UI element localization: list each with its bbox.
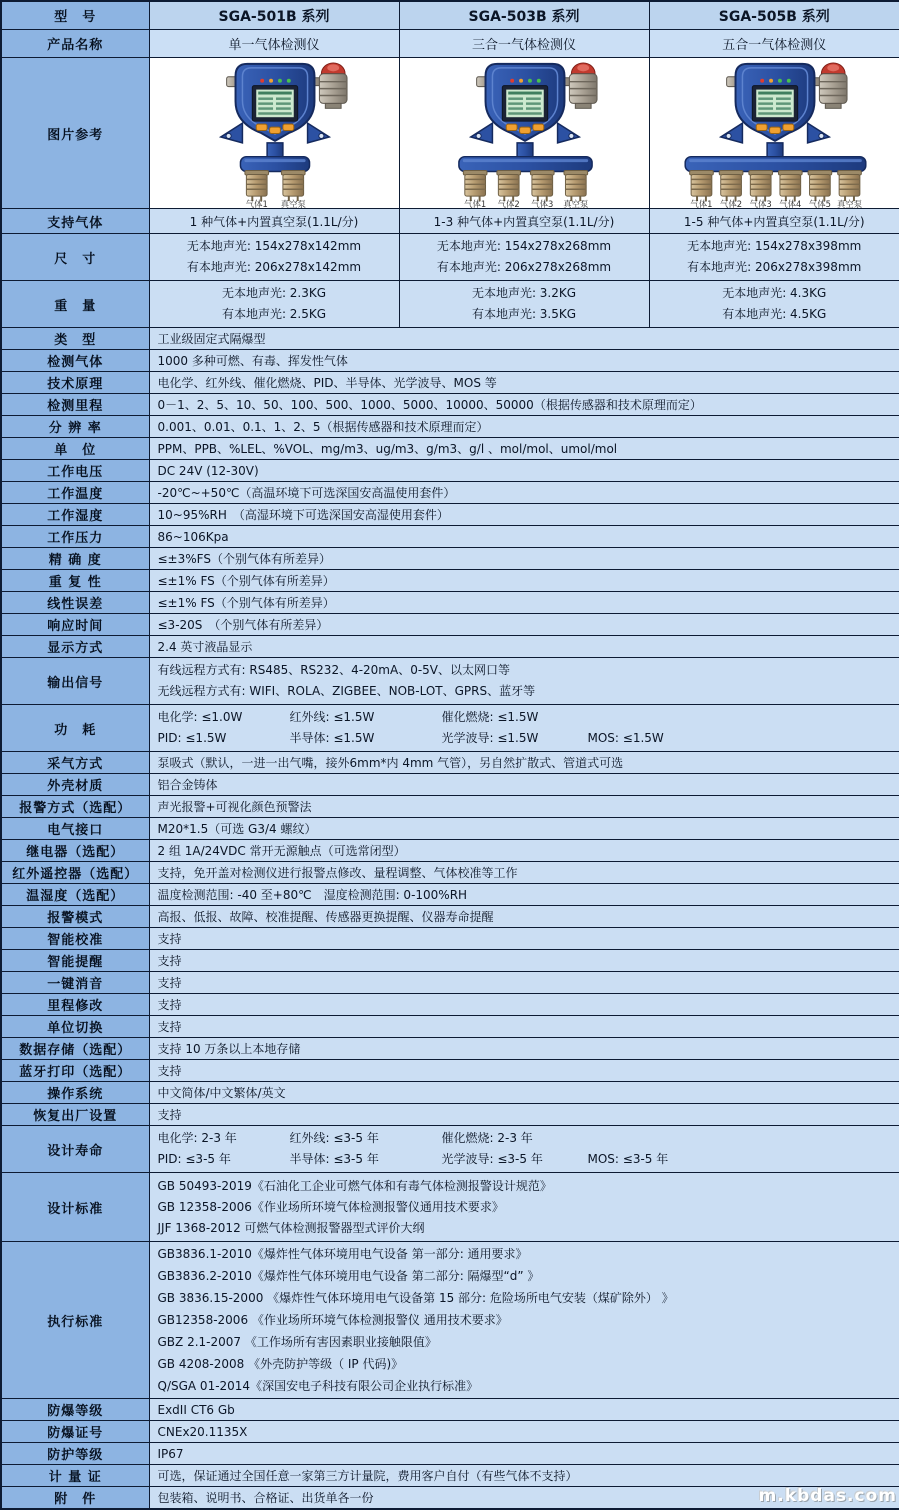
row-label-display: 显示方式 bbox=[1, 636, 149, 658]
row-label-output-signal: 输出信号 bbox=[1, 658, 149, 705]
value-segment: PID: ≤1.5W bbox=[158, 728, 290, 749]
device-image-sga-503b bbox=[399, 58, 649, 209]
value-line: Q/SGA 01-2014《深国安电子科技有限公司企业执行标准》 bbox=[158, 1375, 894, 1397]
row-label-design-standard: 设计标准 bbox=[1, 1173, 149, 1242]
row-value-principle: 电化学、红外线、催化燃烧、PID、半导体、光学波导、MOS 等 bbox=[149, 372, 899, 394]
value-segment: 光学波导: ≤1.5W bbox=[442, 728, 588, 749]
watermark: m.kbdas.com bbox=[759, 1486, 897, 1506]
value-line: GB 50493-2019《石油化工企业可燃气体和有毒气体检测报警设计规范》 bbox=[158, 1176, 894, 1197]
value-line: GB12358-2006 《作业场所环境气体检测报警仪 通用技术要求》 bbox=[158, 1309, 894, 1331]
row-value-design-standard bbox=[149, 1173, 899, 1242]
row-value-accessories: 包装箱、说明书、合格证、出货单各一份 bbox=[149, 1487, 899, 1510]
row-value-ir-remote: 支持，免开盖对检测仪进行报警点修改、量程调整、气体校准等工作 bbox=[149, 862, 899, 884]
row-value-electrical-port: M20*1.5（可选 G3/4 螺纹） bbox=[149, 818, 899, 840]
row-value-factory-reset: 支持 bbox=[149, 1104, 899, 1126]
value-line: 无本地声光: 3.2KG bbox=[404, 283, 645, 304]
row-label-size: 尺 寸 bbox=[1, 234, 149, 281]
row-value-unit: PPM、PPB、%LEL、%VOL、mg/m3、ug/m3、g/m3、g/l 、mol/mol、umol/mol bbox=[149, 438, 899, 460]
sensor-cylinder bbox=[530, 171, 554, 202]
row-value-size-0 bbox=[149, 234, 399, 281]
row-value-smart-reminder: 支持 bbox=[149, 950, 899, 972]
value-line: GB3836.1-2010《爆炸性气体环境用电气设备 第一部分: 通用要求》 bbox=[158, 1243, 894, 1265]
row-value-metrology-cert: 可选，保证通过全国任意一家第三方计量院，费用客户自付（有些气体不支持） bbox=[149, 1465, 899, 1487]
spec-row-sampling bbox=[1, 752, 899, 774]
spec-row-temperature bbox=[1, 482, 899, 504]
row-label-detect-gas: 检测气体 bbox=[1, 350, 149, 372]
spec-row-voltage bbox=[1, 460, 899, 482]
spec-row-range bbox=[1, 394, 899, 416]
product-name-row bbox=[1, 30, 899, 58]
value-line: 有本地声光: 206x278x142mm bbox=[154, 257, 395, 278]
cylinder-label: 真空泵 bbox=[563, 199, 589, 208]
row-label-bt-print: 蓝牙打印（选配） bbox=[1, 1060, 149, 1082]
model-sga-505b: SGA-505B 系列 bbox=[649, 1, 899, 30]
gas-detector-illustration bbox=[150, 58, 400, 208]
row-value-alarm-mode: 高报、低报、故障、校准提醒、传感器更换提醒、仪器寿命提醒 bbox=[149, 906, 899, 928]
row-value-size-2 bbox=[649, 234, 899, 281]
spec-row-output-signal bbox=[1, 658, 899, 705]
row-value-gases-2: 1-5 种气体+内置真空泵(1.1L/分) bbox=[649, 209, 899, 234]
row-value-accuracy: ≤±3%FS（个别气体有所差异） bbox=[149, 548, 899, 570]
row-label-type: 类 型 bbox=[1, 328, 149, 350]
cylinder-label: 气体4 bbox=[779, 199, 801, 208]
cylinder-label: 真空泵 bbox=[280, 199, 306, 208]
gas-detector-illustration bbox=[400, 58, 650, 208]
row-label-electrical-port: 电气接口 bbox=[1, 818, 149, 840]
value-segment: 光学波导: ≤3-5 年 bbox=[442, 1149, 588, 1170]
row-label-metrology-cert: 计 量 证 bbox=[1, 1465, 149, 1487]
sensor-cylinder bbox=[689, 171, 713, 202]
spec-row-factory-reset bbox=[1, 1104, 899, 1126]
row-value-voltage: DC 24V (12-30V) bbox=[149, 460, 899, 482]
spec-row-response-time bbox=[1, 614, 899, 636]
row-value-explosion-proof-grade: ExdII CT6 Gb bbox=[149, 1399, 899, 1421]
value-line: 有本地声光: 2.5KG bbox=[154, 304, 395, 325]
row-value-ip-grade: IP67 bbox=[149, 1443, 899, 1465]
product-name-2: 三合一气体检测仪 bbox=[399, 30, 649, 58]
manifold bbox=[240, 157, 309, 172]
row-label-voltage: 工作电压 bbox=[1, 460, 149, 482]
cylinder-label: 气体2 bbox=[720, 199, 742, 208]
cylinder-label: 气体1 bbox=[464, 199, 486, 208]
row-label-resolution: 分 辨 率 bbox=[1, 416, 149, 438]
image-row bbox=[1, 58, 899, 209]
row-value-range-modify: 支持 bbox=[149, 994, 899, 1016]
cylinder-label: 气体1 bbox=[690, 199, 712, 208]
device-image-sga-505b bbox=[649, 58, 899, 209]
row-label-smart-calibration: 智能校准 bbox=[1, 928, 149, 950]
model-row bbox=[1, 1, 899, 30]
row-label-principle: 技术原理 bbox=[1, 372, 149, 394]
value-segment: 催化燃烧: 2-3 年 bbox=[442, 1128, 588, 1149]
sensor-cylinder bbox=[563, 171, 587, 202]
spec-row-repeatability bbox=[1, 570, 899, 592]
value-line: 无线远程方式有: WIFI、ROLA、ZIGBEE、NOB-LOT、GPRS、蓝牙等 bbox=[158, 681, 894, 702]
row-label-repeatability: 重 复 性 bbox=[1, 570, 149, 592]
row-value-linearity: ≤±1% FS（个别气体有所差异） bbox=[149, 592, 899, 614]
spec-row-accuracy bbox=[1, 548, 899, 570]
row-label-gases: 支持气体 bbox=[1, 209, 149, 234]
value-segment: PID: ≤3-5 年 bbox=[158, 1149, 290, 1170]
sensor-cylinder bbox=[748, 171, 772, 202]
row-value-resolution: 0.001、0.01、0.1、1、2、5（根据传感器和技术原理而定） bbox=[149, 416, 899, 438]
row-value-type: 工业级固定式隔爆型 bbox=[149, 328, 899, 350]
row-value-explosion-proof-cert: CNEx20.1135X bbox=[149, 1421, 899, 1443]
row-value-weight-2 bbox=[649, 281, 899, 328]
value-line: GB 12358-2006《作业场所环境气体检测报警仪通用技术要求》 bbox=[158, 1197, 894, 1218]
row-value-display: 2.4 英寸液晶显示 bbox=[149, 636, 899, 658]
row-value-size-1 bbox=[399, 234, 649, 281]
row-label-accuracy: 精 确 度 bbox=[1, 548, 149, 570]
row-value-sampling: 泵吸式（默认，一进一出气嘴，接外6mm*内 4mm 气管），另自然扩散式、管道式可选 bbox=[149, 752, 899, 774]
manifold bbox=[685, 157, 866, 172]
value-line: 无本地声光: 154x278x268mm bbox=[404, 236, 645, 257]
spec-row-exec-standard bbox=[1, 1242, 899, 1399]
spec-row-linearity bbox=[1, 592, 899, 614]
lcd-screen bbox=[752, 86, 797, 122]
row-label-alarm-method: 报警方式（选配） bbox=[1, 796, 149, 818]
spec-row-design-life bbox=[1, 1126, 899, 1173]
alarm-beacon bbox=[319, 63, 347, 108]
row-value-repeatability: ≤±1% FS（个别气体有所差异） bbox=[149, 570, 899, 592]
value-line: GB3836.2-2010《爆炸性气体环境用电气设备 第二部分: 隔爆型“d” 》 bbox=[158, 1265, 894, 1287]
image-row-label: 图片参考 bbox=[1, 58, 149, 209]
spec-row-smart-calibration bbox=[1, 928, 899, 950]
sensor-cylinder bbox=[778, 171, 802, 202]
value-line: 有本地声光: 4.5KG bbox=[654, 304, 896, 325]
row-value-temp-humidity-opt: 温度检测范围: -40 至+80℃ 湿度检测范围: 0-100%RH bbox=[149, 884, 899, 906]
spec-row-temp-humidity-opt bbox=[1, 884, 899, 906]
sensor-cylinder bbox=[837, 171, 861, 202]
row-label-temp-humidity-opt: 温湿度（选配） bbox=[1, 884, 149, 906]
row-label-range: 检测里程 bbox=[1, 394, 149, 416]
spec-row-pressure bbox=[1, 526, 899, 548]
spec-row-alarm-mode bbox=[1, 906, 899, 928]
row-value-os: 中文简体/中文繁体/英文 bbox=[149, 1082, 899, 1104]
row-label-design-life: 设计寿命 bbox=[1, 1126, 149, 1173]
row-label-alarm-mode: 报警模式 bbox=[1, 906, 149, 928]
product-row-label: 产品名称 bbox=[1, 30, 149, 58]
row-label-range-modify: 里程修改 bbox=[1, 994, 149, 1016]
cylinder-label: 真空泵 bbox=[836, 199, 862, 208]
value-segment: 电化学: ≤1.0W bbox=[158, 707, 290, 728]
value-line: 无本地声光: 2.3KG bbox=[154, 283, 395, 304]
value-line: 有本地声光: 206x278x398mm bbox=[654, 257, 896, 278]
value-segment: 半导体: ≤1.5W bbox=[290, 728, 442, 749]
value-segment: MOS: ≤1.5W bbox=[588, 728, 894, 749]
row-value-design-life bbox=[149, 1126, 899, 1173]
spec-row-relay bbox=[1, 840, 899, 862]
spec-row-weight bbox=[1, 281, 899, 328]
row-value-housing: 铝合金铸体 bbox=[149, 774, 899, 796]
row-label-relay: 继电器（选配） bbox=[1, 840, 149, 862]
value-line: 有本地声光: 3.5KG bbox=[404, 304, 645, 325]
row-label-ir-remote: 红外遥控器（选配） bbox=[1, 862, 149, 884]
cylinder-label: 气体3 bbox=[749, 199, 771, 208]
model-sga-503b: SGA-503B 系列 bbox=[399, 1, 649, 30]
row-value-weight-0 bbox=[149, 281, 399, 328]
value-grid-line bbox=[158, 728, 894, 749]
spec-row-data-storage bbox=[1, 1038, 899, 1060]
row-value-response-time: ≤3-20S （个别气体有所差异） bbox=[149, 614, 899, 636]
spec-row-display bbox=[1, 636, 899, 658]
gas-detector-illustration bbox=[650, 58, 899, 208]
spec-row-metrology-cert bbox=[1, 1465, 899, 1487]
value-line: GB 4208-2008 《外壳防护等级（ IP 代码)》 bbox=[158, 1353, 894, 1375]
row-value-relay: 2 组 1A/24VDC 常开无源触点（可选常闭型） bbox=[149, 840, 899, 862]
value-segment: 半导体: ≤3-5 年 bbox=[290, 1149, 442, 1170]
row-label-explosion-proof-grade: 防爆等级 bbox=[1, 1399, 149, 1421]
row-value-output-signal bbox=[149, 658, 899, 705]
value-segment: 红外线: ≤3-5 年 bbox=[290, 1128, 442, 1149]
manifold bbox=[458, 157, 591, 172]
row-value-weight-1 bbox=[399, 281, 649, 328]
cylinder-label: 气体1 bbox=[245, 199, 267, 208]
spec-row-unit bbox=[1, 438, 899, 460]
cylinder-label: 气体2 bbox=[497, 199, 519, 208]
row-value-humidity: 10~95%RH （高湿环境下可选深国安高湿使用套件） bbox=[149, 504, 899, 526]
spec-row-smart-reminder bbox=[1, 950, 899, 972]
value-grid-line bbox=[158, 1128, 894, 1149]
row-label-data-storage: 数据存储（选配） bbox=[1, 1038, 149, 1060]
row-label-exec-standard: 执行标准 bbox=[1, 1242, 149, 1399]
row-value-gases-0: 1 种气体+内置真空泵(1.1L/分) bbox=[149, 209, 399, 234]
cylinder-label: 气体5 bbox=[808, 199, 830, 208]
spec-row-os bbox=[1, 1082, 899, 1104]
row-value-one-key-mute: 支持 bbox=[149, 972, 899, 994]
value-line: GB 3836.15-2000 《爆炸性气体环境用电气设备第 15 部分: 危险场所电气安装（煤矿除外） 》 bbox=[158, 1287, 894, 1309]
value-line: GBZ 2.1-2007 《工作场所有害因素职业接触限值》 bbox=[158, 1331, 894, 1353]
row-label-temperature: 工作温度 bbox=[1, 482, 149, 504]
row-label-humidity: 工作湿度 bbox=[1, 504, 149, 526]
value-line: 无本地声光: 4.3KG bbox=[654, 283, 896, 304]
spec-row-humidity bbox=[1, 504, 899, 526]
sensor-cylinder bbox=[719, 171, 743, 202]
row-value-detect-gas: 1000 多种可燃、有毒、挥发性气体 bbox=[149, 350, 899, 372]
sensor-cylinder bbox=[244, 171, 268, 202]
sensor-cylinder bbox=[808, 171, 832, 202]
spec-row-detect-gas bbox=[1, 350, 899, 372]
row-label-factory-reset: 恢复出厂设置 bbox=[1, 1104, 149, 1126]
product-name-3: 五合一气体检测仪 bbox=[649, 30, 899, 58]
row-label-os: 操作系统 bbox=[1, 1082, 149, 1104]
value-line: 有线远程方式有: RS485、RS232、4-20mA、0-5V、以太网口等 bbox=[158, 660, 894, 681]
row-value-pressure: 86~106Kpa bbox=[149, 526, 899, 548]
row-value-bt-print: 支持 bbox=[149, 1060, 899, 1082]
value-grid-line bbox=[158, 707, 894, 728]
alarm-beacon bbox=[819, 63, 847, 108]
row-value-range: 0－1、2、5、10、50、100、500、1000、5000、10000、50000（根据传感器和技术原理而定） bbox=[149, 394, 899, 416]
value-line: 无本地声光: 154x278x398mm bbox=[654, 236, 896, 257]
alarm-beacon bbox=[569, 63, 597, 108]
row-label-housing: 外壳材质 bbox=[1, 774, 149, 796]
row-value-power-consumption bbox=[149, 705, 899, 752]
spec-row-alarm-method bbox=[1, 796, 899, 818]
value-segment: 催化燃烧: ≤1.5W bbox=[442, 707, 588, 728]
row-label-explosion-proof-cert: 防爆证号 bbox=[1, 1421, 149, 1443]
lcd-screen bbox=[252, 86, 297, 122]
value-grid-line bbox=[158, 1149, 894, 1170]
value-segment: 红外线: ≤1.5W bbox=[290, 707, 442, 728]
value-segment bbox=[588, 707, 894, 728]
cylinder-label: 气体3 bbox=[531, 199, 553, 208]
model-sga-501b: SGA-501B 系列 bbox=[149, 1, 399, 30]
row-label-response-time: 响应时间 bbox=[1, 614, 149, 636]
spec-row-design-standard bbox=[1, 1173, 899, 1242]
sensor-cylinder bbox=[496, 171, 520, 202]
spec-row-bt-print bbox=[1, 1060, 899, 1082]
row-label-unit-switch: 单位切换 bbox=[1, 1016, 149, 1038]
row-value-data-storage: 支持 10 万条以上本地存储 bbox=[149, 1038, 899, 1060]
row-label-linearity: 线性误差 bbox=[1, 592, 149, 614]
value-line: JJF 1368-2012 可燃气体检测报警器型式评价大纲 bbox=[158, 1218, 894, 1239]
spec-row-electrical-port bbox=[1, 818, 899, 840]
row-value-temperature: -20℃~+50℃（高温环境下可选深国安高温使用套件） bbox=[149, 482, 899, 504]
product-name-1: 单一气体检测仪 bbox=[149, 30, 399, 58]
spec-row-principle bbox=[1, 372, 899, 394]
value-line: 有本地声光: 206x278x268mm bbox=[404, 257, 645, 278]
spec-row-type bbox=[1, 328, 899, 350]
spec-row-one-key-mute bbox=[1, 972, 899, 994]
row-label-smart-reminder: 智能提醒 bbox=[1, 950, 149, 972]
row-label-unit: 单 位 bbox=[1, 438, 149, 460]
row-label-pressure: 工作压力 bbox=[1, 526, 149, 548]
device-image-sga-501b bbox=[149, 58, 399, 209]
row-label-one-key-mute: 一键消音 bbox=[1, 972, 149, 994]
row-value-smart-calibration: 支持 bbox=[149, 928, 899, 950]
row-value-exec-standard bbox=[149, 1242, 899, 1399]
value-segment bbox=[588, 1128, 894, 1149]
spec-row-range-modify bbox=[1, 994, 899, 1016]
row-value-unit-switch: 支持 bbox=[149, 1016, 899, 1038]
spec-row-unit-switch bbox=[1, 1016, 899, 1038]
row-label-sampling: 采气方式 bbox=[1, 752, 149, 774]
model-row-label: 型 号 bbox=[1, 1, 149, 30]
spec-row-gases bbox=[1, 209, 899, 234]
row-label-accessories: 附 件 bbox=[1, 1487, 149, 1510]
spec-row-ir-remote bbox=[1, 862, 899, 884]
spec-row-power-consumption bbox=[1, 705, 899, 752]
spec-row-explosion-proof-cert bbox=[1, 1421, 899, 1443]
value-segment: MOS: ≤3-5 年 bbox=[588, 1149, 894, 1170]
sensor-cylinder bbox=[463, 171, 487, 202]
row-label-power-consumption: 功 耗 bbox=[1, 705, 149, 752]
spec-row-resolution bbox=[1, 416, 899, 438]
spec-row-accessories bbox=[1, 1487, 899, 1510]
spec-row-explosion-proof-grade bbox=[1, 1399, 899, 1421]
row-label-weight: 重 量 bbox=[1, 281, 149, 328]
spec-row-size bbox=[1, 234, 899, 281]
row-value-alarm-method: 声光报警+可视化颜色预警法 bbox=[149, 796, 899, 818]
lcd-screen bbox=[502, 86, 547, 122]
spec-row-housing bbox=[1, 774, 899, 796]
row-value-gases-1: 1-3 种气体+内置真空泵(1.1L/分) bbox=[399, 209, 649, 234]
row-label-ip-grade: 防护等级 bbox=[1, 1443, 149, 1465]
sensor-cylinder bbox=[281, 171, 305, 202]
value-segment: 电化学: 2-3 年 bbox=[158, 1128, 290, 1149]
value-line: 无本地声光: 154x278x142mm bbox=[154, 236, 395, 257]
